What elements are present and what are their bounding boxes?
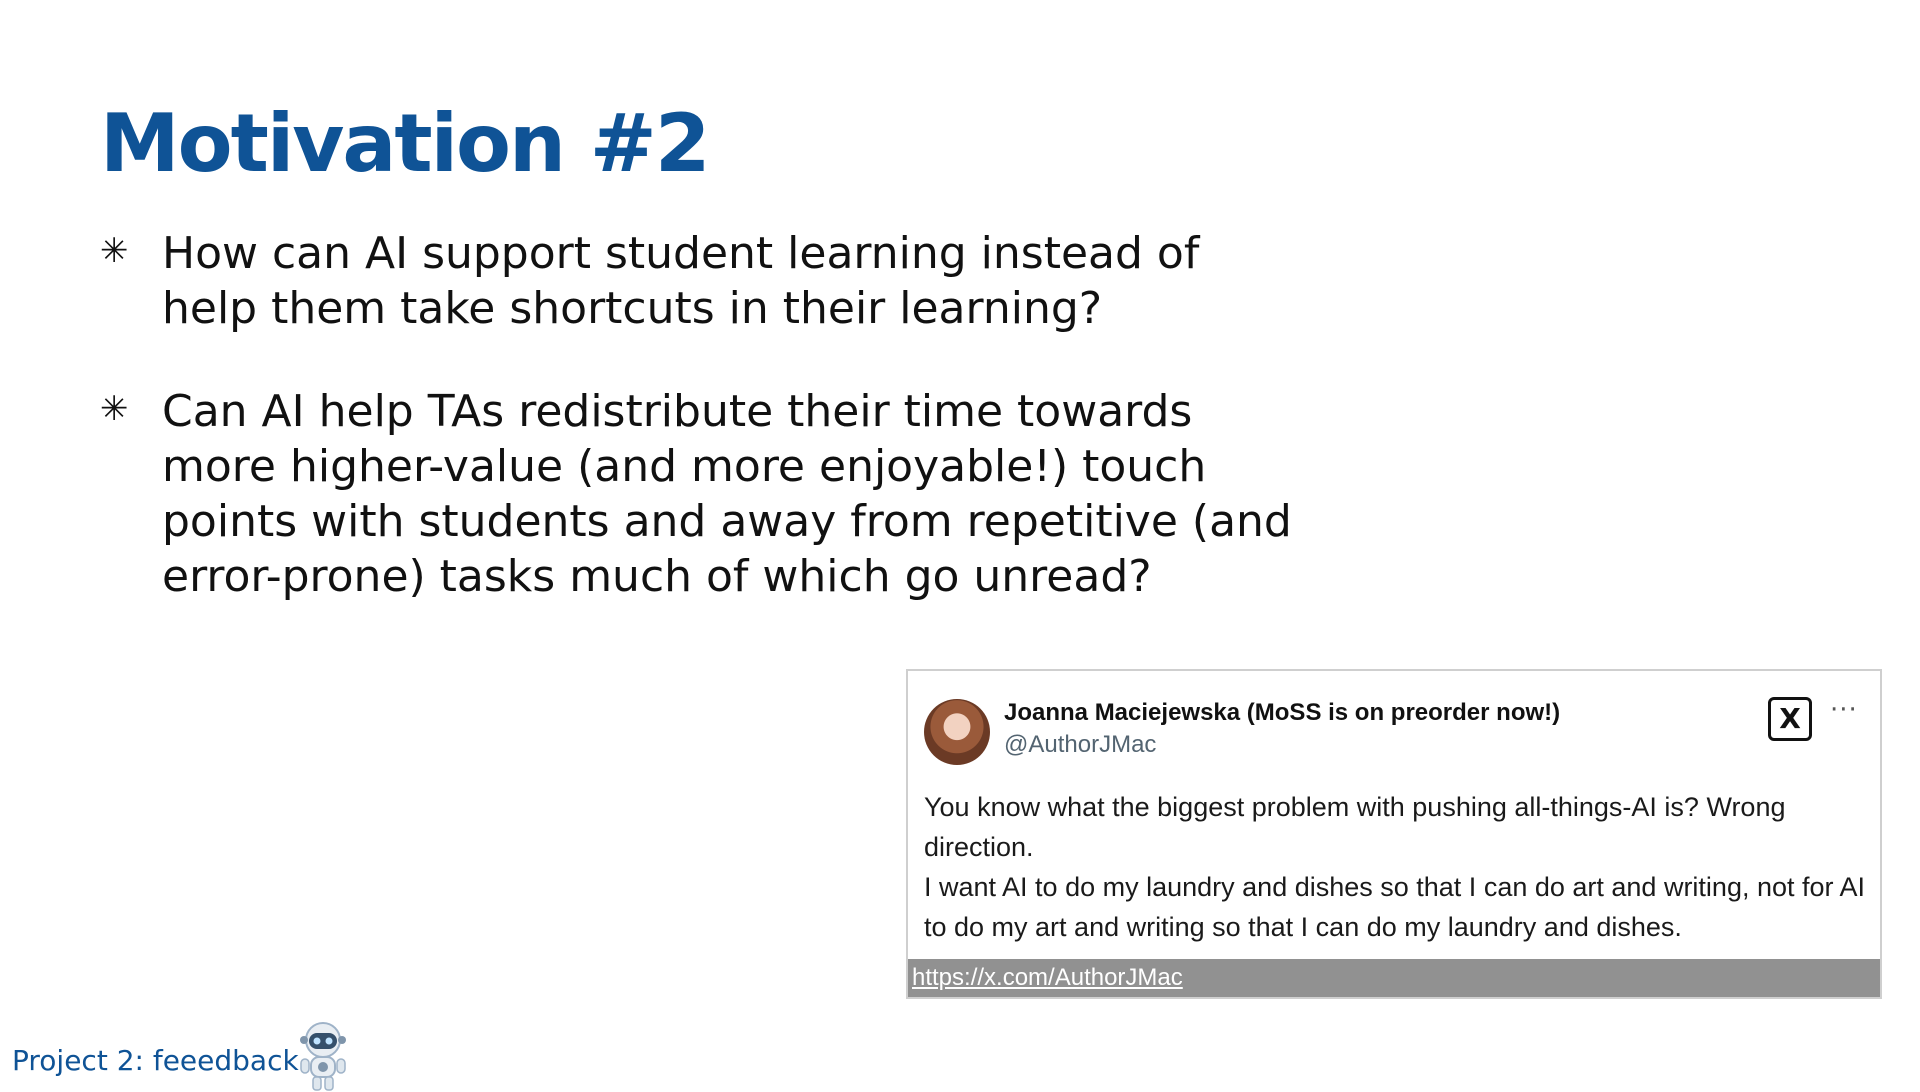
bullet-text: How can AI support student learning instead of help them take shortcuts in their learning? bbox=[162, 228, 1200, 334]
source-bar bbox=[908, 959, 1880, 997]
robot-icon bbox=[294, 1020, 352, 1092]
tweet-paragraph: I want AI to do my laundry and dishes so that I can do art and writing, not for AI to do my art and writing so that I can do my laundry and dishes. bbox=[924, 872, 1866, 942]
bullet-star-icon: ✳ bbox=[100, 231, 129, 271]
tweet-handle: @AuthorJMac bbox=[1004, 731, 1157, 758]
footer-label: Project 2: feeedback bbox=[12, 1044, 299, 1077]
source-link[interactable]: https://x.com/AuthorJMac bbox=[912, 964, 1183, 991]
bullet-item bbox=[100, 226, 1300, 336]
avatar bbox=[924, 699, 990, 765]
tweet-card bbox=[906, 669, 1882, 999]
tweet-paragraph: You know what the biggest problem with pushing all-things-AI is? Wrong direction. bbox=[924, 792, 1786, 862]
tweet-author-name: Joanna Maciejewska (MoSS is on preorder now!) bbox=[1004, 699, 1561, 726]
bullet-item bbox=[100, 384, 1300, 604]
more-options-icon: ··· bbox=[1830, 695, 1858, 725]
bullet-star-icon: ✳ bbox=[100, 389, 129, 429]
bullet-text: Can AI help TAs redistribute their time towards more higher-value (and more enjoyable!) touch points with students and away from repetitive (and error-prone) tasks much of which go unread? bbox=[162, 386, 1292, 602]
bullet-list bbox=[100, 226, 1300, 652]
slide-title: Motivation #2 bbox=[100, 97, 709, 190]
tweet-body bbox=[924, 787, 1874, 947]
x-logo-icon: X bbox=[1768, 697, 1812, 741]
